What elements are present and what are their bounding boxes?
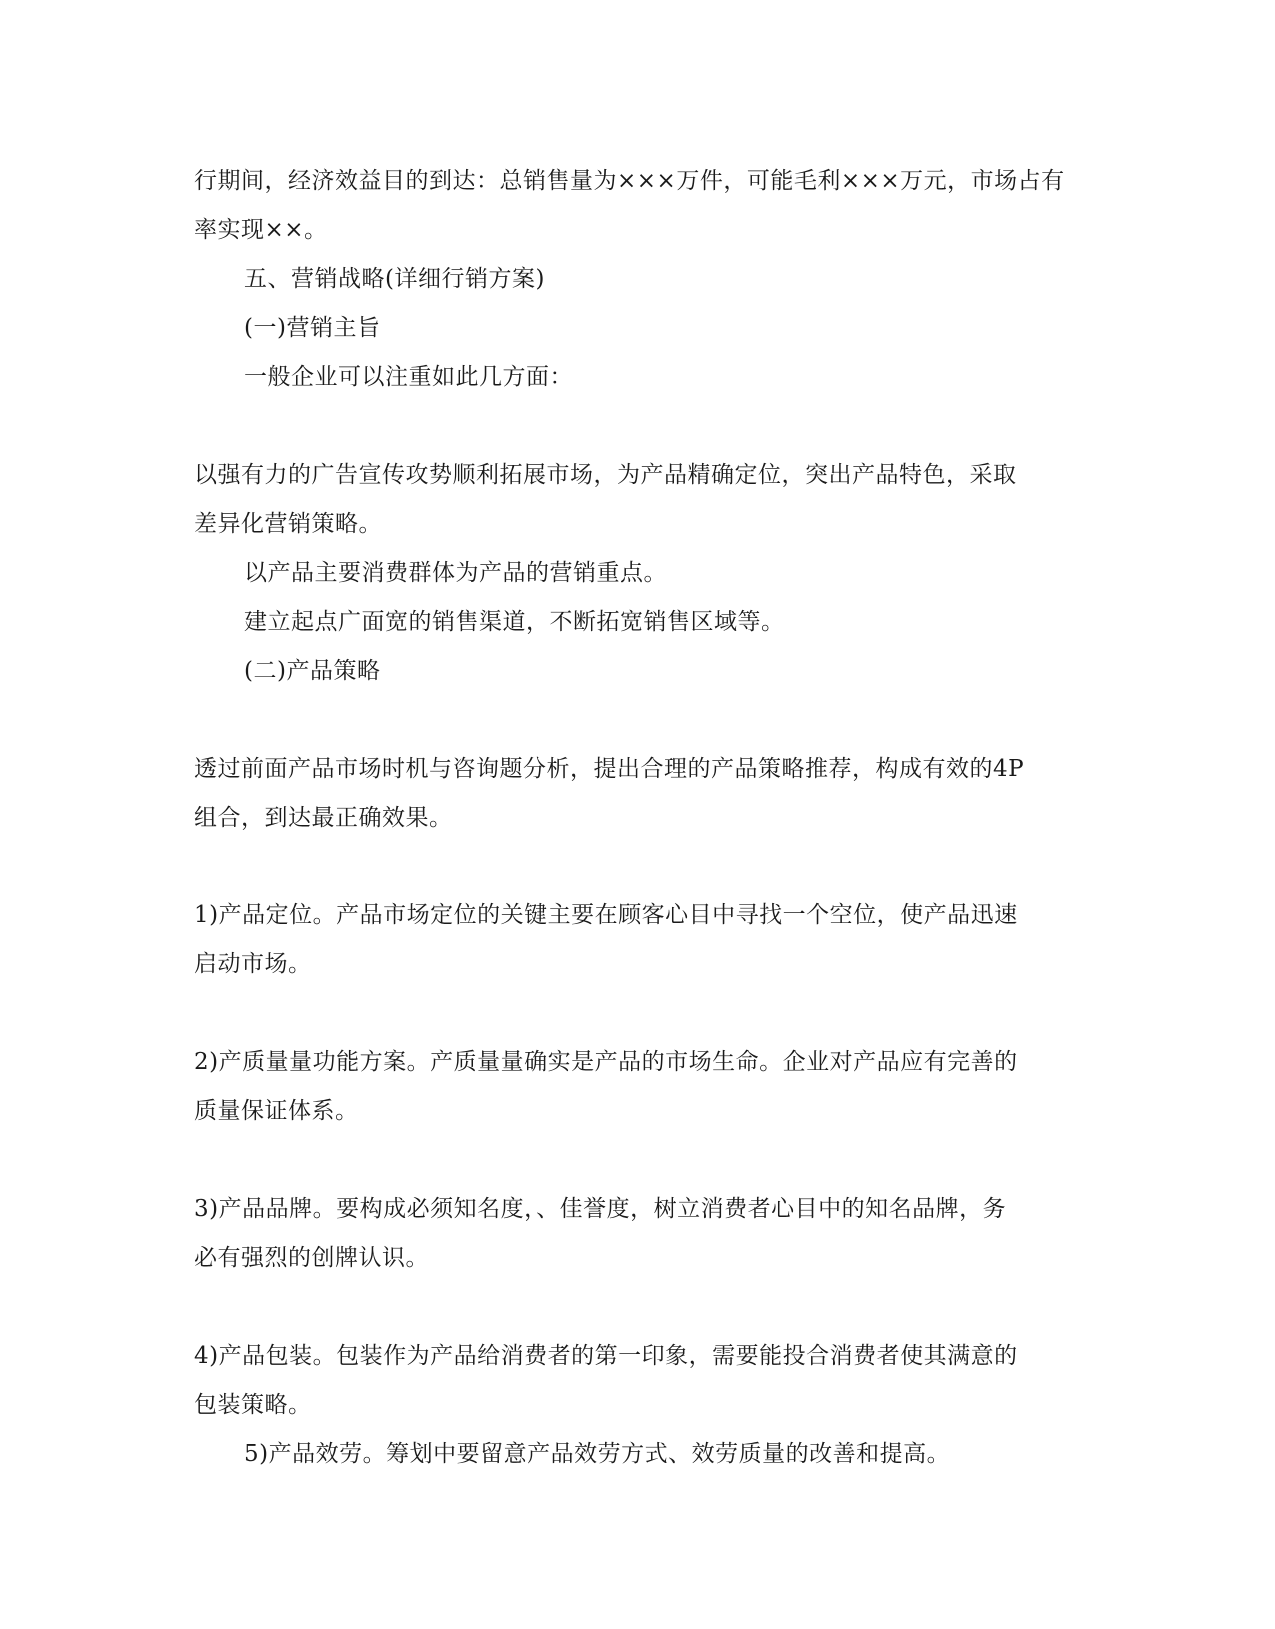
text-line-20: 包装策略。 — [194, 1392, 312, 1418]
text-line-13: 1)产品定位。产品市场定位的关键主要在顾客心目中寻找一个空位，使产品迅速 — [194, 902, 1018, 928]
section-heading-marketing-strategy: 五、营销战略(详细行销方案) — [244, 266, 545, 292]
text-line-14: 启动市场。 — [194, 951, 312, 977]
text-line-1: 行期间，经济效益目的到达：总销售量为×××万件，可能毛利×××万元，市场占有 — [194, 168, 1065, 194]
text-line-2: 率实现××。 — [194, 217, 328, 243]
subsection-heading-marketing-purpose: (一)营销主旨 — [244, 315, 381, 341]
text-line-5: 一般企业可以注重如此几方面： — [244, 364, 573, 390]
text-line-21: 5)产品效劳。筹划中要留意产品效劳方式、效劳质量的改善和提高。 — [244, 1441, 951, 1467]
text-line-9: 建立起点广面宽的销售渠道，不断拓宽销售区域等。 — [244, 609, 785, 635]
subsection-heading-product-strategy: (二)产品策略 — [244, 658, 381, 684]
text-line-15: 2)产质量量功能方案。产质量量确实是产品的市场生命。企业对产品应有完善的 — [194, 1049, 1018, 1075]
text-line-18: 必有强烈的创牌认识。 — [194, 1245, 429, 1271]
text-line-16: 质量保证体系。 — [194, 1098, 359, 1124]
text-line-17: 3)产品品牌。要构成必须知名度，、佳誉度，树立消费者心目中的知名品牌，务 — [194, 1196, 1007, 1222]
text-line-6: 以强有力的广告宣传攻势顺利拓展市场，为产品精确定位，突出产品特色，采取 — [194, 462, 1017, 488]
text-line-7: 差异化营销策略。 — [194, 511, 382, 537]
text-line-19: 4)产品包装。包装作为产品给消费者的第一印象，需要能投合消费者使其满意的 — [194, 1343, 1018, 1369]
text-line-12: 组合，到达最正确效果。 — [194, 805, 453, 831]
text-line-11: 透过前面产品市场时机与咨询题分析，提出合理的产品策略推荐，构成有效的4P — [194, 756, 1025, 782]
text-line-8: 以产品主要消费群体为产品的营销重点。 — [244, 560, 667, 586]
